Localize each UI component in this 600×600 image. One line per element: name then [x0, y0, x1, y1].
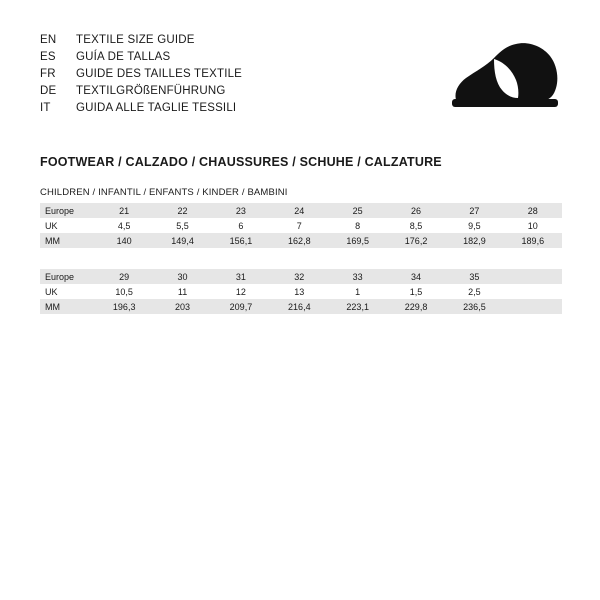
- cell: 11: [153, 284, 211, 299]
- cell: 24: [270, 203, 328, 218]
- cell: 162,8: [270, 233, 328, 248]
- language-title-de: TEXTILGRÖßENFÜHRUNG: [76, 85, 226, 97]
- header: [40, 32, 560, 122]
- cell: 8,5: [387, 218, 445, 233]
- cell: 6: [212, 218, 270, 233]
- cell: 1: [329, 284, 387, 299]
- cell: 21: [95, 203, 153, 218]
- row-label: UK: [40, 218, 95, 233]
- row-label: MM: [40, 299, 95, 314]
- cell: 236,5: [445, 299, 503, 314]
- cell: [504, 269, 562, 284]
- cell: 209,7: [212, 299, 270, 314]
- cell: 34: [387, 269, 445, 284]
- cell: [504, 284, 562, 299]
- language-title-list: [40, 32, 242, 117]
- language-code-es: ES: [40, 51, 56, 63]
- cell: 7: [270, 218, 328, 233]
- table-row: [40, 284, 562, 299]
- cell: 8: [329, 218, 387, 233]
- cell: 4,5: [95, 218, 153, 233]
- cell: 140: [95, 233, 153, 248]
- cell: 33: [329, 269, 387, 284]
- table-row: [40, 233, 562, 248]
- table-row: [40, 203, 562, 218]
- table-row: [40, 299, 562, 314]
- cell: 182,9: [445, 233, 503, 248]
- cell: 28: [504, 203, 562, 218]
- cell: 35: [445, 269, 503, 284]
- cell: 32: [270, 269, 328, 284]
- cell: 189,6: [504, 233, 562, 248]
- language-title-es: GUÍA DE TALLAS: [76, 51, 171, 63]
- section-subtitle: CHILDREN / INFANTIL / ENFANTS / KINDER / BAMBINI: [40, 187, 288, 198]
- size-table-children-1: [40, 203, 562, 248]
- table-row: [40, 269, 562, 284]
- language-row-de: [40, 83, 242, 100]
- cell: [504, 299, 562, 314]
- cell: 29: [95, 269, 153, 284]
- cell: 31: [212, 269, 270, 284]
- cell: 169,5: [329, 233, 387, 248]
- language-code-de: DE: [40, 85, 57, 97]
- language-code-en: EN: [40, 34, 57, 46]
- size-table-children-2: [40, 269, 562, 314]
- row-label: MM: [40, 233, 95, 248]
- shoe-icon: [450, 40, 560, 110]
- cell: 12: [212, 284, 270, 299]
- language-title-en: TEXTILE SIZE GUIDE: [76, 34, 195, 46]
- language-row-it: [40, 100, 242, 117]
- cell: 156,1: [212, 233, 270, 248]
- cell: 9,5: [445, 218, 503, 233]
- cell: 30: [153, 269, 211, 284]
- page-title: FOOTWEAR / CALZADO / CHAUSSURES / SCHUHE / CALZATURE: [40, 155, 442, 169]
- language-title-it: GUIDA ALLE TAGLIE TESSILI: [76, 102, 237, 114]
- table-row: [40, 218, 562, 233]
- cell: 229,8: [387, 299, 445, 314]
- row-label: Europe: [40, 269, 95, 284]
- language-row-fr: [40, 66, 242, 83]
- cell: 26: [387, 203, 445, 218]
- cell: 1,5: [387, 284, 445, 299]
- row-label: Europe: [40, 203, 95, 218]
- language-row-en: [40, 32, 242, 49]
- language-code-fr: FR: [40, 68, 56, 80]
- cell: 27: [445, 203, 503, 218]
- cell: 216,4: [270, 299, 328, 314]
- cell: 25: [329, 203, 387, 218]
- cell: 13: [270, 284, 328, 299]
- cell: 149,4: [153, 233, 211, 248]
- cell: 203: [153, 299, 211, 314]
- row-label: UK: [40, 284, 95, 299]
- cell: 22: [153, 203, 211, 218]
- cell: 23: [212, 203, 270, 218]
- cell: 196,3: [95, 299, 153, 314]
- cell: 176,2: [387, 233, 445, 248]
- cell: 2,5: [445, 284, 503, 299]
- cell: 10,5: [95, 284, 153, 299]
- language-row-es: [40, 49, 242, 66]
- language-title-fr: GUIDE DES TAILLES TEXTILE: [76, 68, 243, 80]
- language-code-it: IT: [40, 102, 51, 114]
- cell: 223,1: [329, 299, 387, 314]
- cell: 10: [504, 218, 562, 233]
- cell: 5,5: [153, 218, 211, 233]
